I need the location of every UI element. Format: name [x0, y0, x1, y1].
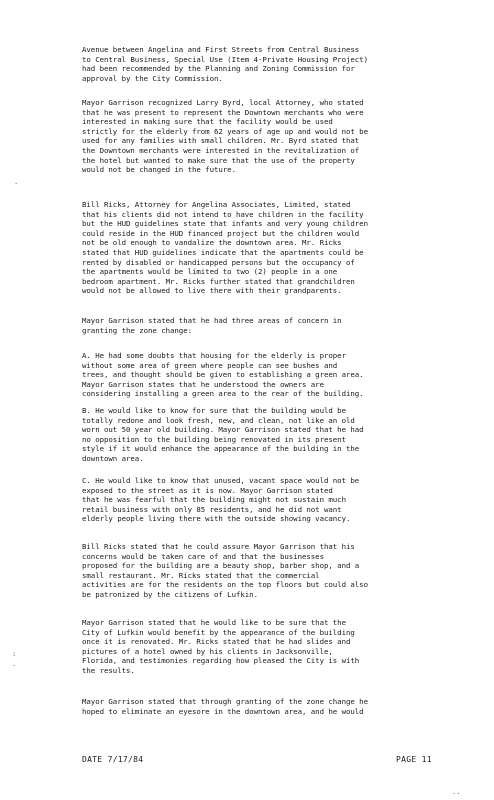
text-line: concerns would be taken care of and that the businesses — [82, 551, 324, 561]
paragraph — [82, 406, 470, 464]
text-line: rented by disabled or handicapped persons but the occupancy of — [82, 257, 355, 267]
text-line: bedroom apartment. Mr. Ricks further stated that grandchildren — [82, 276, 355, 286]
text-line: Mayor Garrison stated that through granting of the zone change he — [82, 697, 368, 706]
text-line: stated that HUD guidelines indicate that the apartments could be — [82, 247, 364, 257]
text-line: would not be allowed to live there with their grandparents. — [82, 286, 342, 296]
text-line: B. He would like to know for sure that the building would be — [82, 406, 346, 415]
text-line: hoped to eliminate an eyesore in the downtown area, and he would — [82, 706, 364, 716]
text-line: to Central Business, Special Use (Item 4-Private Housing Project) — [82, 54, 368, 64]
text-line: Mayor Garrison recognized Larry Byrd, local Attorney, who stated — [82, 98, 364, 107]
text-line: Bill Ricks, Attorney for Angelina Associates, Limited, stated — [82, 200, 351, 209]
text-line: granting the zone change: — [82, 325, 192, 335]
paragraph — [82, 476, 470, 524]
text-line: would not be changed in the future. — [82, 165, 236, 175]
text-line: pictures of a hotel owned by his clients in Jacksonville, — [82, 646, 333, 656]
text-line: retail business with only 85 residents, and he did not want — [82, 504, 342, 514]
text-line: trees, and thought should be given to establishing a green area. — [82, 370, 364, 380]
text-line: the hotel but wanted to make sure that the use of the property — [82, 155, 355, 165]
paragraph — [82, 542, 470, 600]
text-line: considering installing a green area to the rear of the building. — [82, 389, 364, 399]
text-line: City of Lufkin would benefit by the appearance of the building — [82, 627, 355, 637]
paragraph — [82, 316, 470, 335]
text-line: activities are for the residents on the top floors but could also — [82, 580, 368, 590]
text-line: interested in making sure that the facility would be used — [82, 117, 333, 127]
text-line: worn out 50 year old building. Mayor Garrison stated that he had — [82, 425, 364, 435]
text-line: proposed for the building are a beauty shop, barber shop, and a — [82, 561, 360, 571]
scan-speck-mark: · — [14, 180, 19, 188]
paragraph — [82, 618, 470, 676]
paragraph — [82, 697, 470, 716]
text-line: that he was fearful that the building might not sustain much — [82, 495, 346, 505]
text-line: that his clients did not intend to have children in the facility — [82, 209, 364, 219]
text-line: elderly people living there with the outside showing vacancy. — [82, 514, 351, 524]
footer-date: DATE 7/17/84 — [82, 755, 144, 764]
footer-page-number: PAGE 11 — [396, 755, 432, 764]
paragraph — [82, 45, 470, 83]
text-line: be patronized by the citizens of Lufkin. — [82, 589, 258, 599]
text-line: the apartments would be limited to two (2) people in a one — [82, 267, 338, 277]
scan-speck-mark: ·· — [452, 790, 461, 798]
text-line: used for any families with small children. Mr. Byrd stated that — [82, 136, 360, 146]
text-line: could reside in the HUD financed project but the children would — [82, 228, 360, 238]
text-line: had been recommended by the Planning and Zoning Commission for — [82, 64, 355, 74]
text-line: that he was present to represent the Downtown merchants who were — [82, 107, 364, 117]
text-line: A. He had some doubts that housing for the elderly is proper — [82, 351, 346, 360]
text-line: Bill Ricks stated that he could assure Mayor Garrison that his — [82, 542, 355, 551]
paragraph — [82, 200, 470, 296]
text-line: the Downtown merchants were interested in the revitalization of — [82, 145, 360, 155]
text-line: not be old enough to vandalize the downtown area. Mr. Ricks — [82, 238, 342, 248]
text-line: once it is renovated. Mr. Ricks stated that he had slides and — [82, 637, 351, 647]
text-line: small restaurant. Mr. Ricks stated that the commercial — [82, 570, 320, 580]
text-line: the results. — [82, 665, 135, 675]
text-line: Florida, and testimonies regarding how pleased the City is with — [82, 656, 360, 666]
text-line: totally redone and look fresh, new, and clean, not like an old — [82, 415, 355, 425]
text-line: downtown area. — [82, 453, 144, 463]
text-line: Mayor Garrison stated that he would like to be sure that the — [82, 618, 346, 627]
text-line: but the HUD guidelines state that infants and very young children — [82, 219, 368, 229]
paragraph — [82, 351, 470, 399]
text-line: strictly for the elderly from 62 years of age up and would not be — [82, 126, 368, 136]
text-line: Mayor Garrison states that he understood the owners are — [82, 379, 324, 389]
scan-speck-mark: · — [12, 662, 17, 670]
paragraph — [82, 98, 470, 175]
text-line: approval by the City Commission. — [82, 73, 223, 83]
text-line: exposed to the street as it is now. Mayor Garrison stated — [82, 485, 333, 495]
text-line: Mayor Garrison stated that he had three areas of concern in — [82, 316, 342, 325]
text-line: C. He would like to know that unused, vacant space would not be — [82, 476, 360, 485]
text-line: no opposition to the building being renovated in its present — [82, 434, 346, 444]
text-line: without some area of green where people can see bushes and — [82, 360, 338, 370]
text-line: Avenue between Angelina and First Streets from Central Business — [82, 45, 360, 54]
text-line: style if it would enhance the appearance of the building in the — [82, 444, 360, 454]
scan-speck-mark: : — [12, 650, 17, 658]
